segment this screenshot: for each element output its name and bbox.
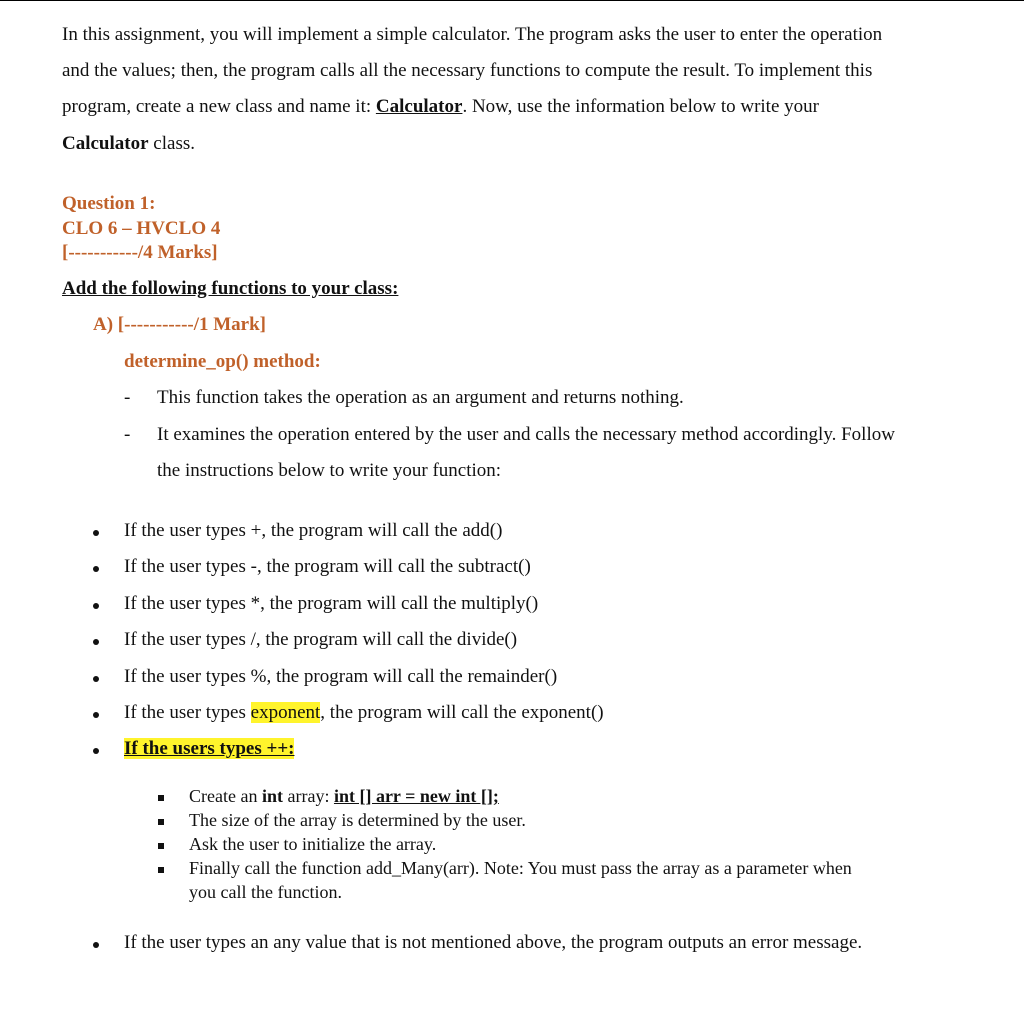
sub-create-mid: array: bbox=[282, 786, 334, 806]
question-marks: [-----------/4 Marks] bbox=[62, 242, 218, 263]
bullet-dot bbox=[93, 639, 99, 645]
intro-line-2: and the values; then, the program calls all the necessary functions to compute the result. To implement this bbox=[62, 60, 873, 81]
question-title: Question 1: bbox=[62, 193, 156, 214]
intro-line-3-post: . Now, use the information below to write your bbox=[462, 96, 819, 117]
sub-final-line-2: you call the function. bbox=[189, 882, 342, 902]
top-rule bbox=[0, 0, 1024, 1]
bullet-dot bbox=[93, 942, 99, 948]
square-bullet bbox=[158, 843, 164, 849]
intro-line-4-post: class. bbox=[148, 133, 195, 154]
sub-create-code: int [] arr = new int []; bbox=[333, 786, 499, 806]
square-bullet bbox=[158, 819, 164, 825]
intro-line-3-pre: program, create a new class and name it: bbox=[62, 96, 376, 117]
bullet-dot bbox=[93, 566, 99, 572]
rule-subtract: If the user types -, the program will call the subtract() bbox=[124, 556, 531, 577]
intro-line-3 bbox=[62, 96, 819, 118]
sub-create-int: int bbox=[261, 786, 283, 806]
rule-multiply: If the user types *, the program will call the multiply() bbox=[124, 593, 539, 614]
rule-exponent-pre: If the user types bbox=[124, 702, 251, 723]
rule-error: If the user types an any value that is not mentioned above, the program outputs an error message. bbox=[124, 932, 863, 953]
sub-size: The size of the array is determined by the user. bbox=[189, 810, 526, 830]
exponent-highlight: exponent bbox=[250, 702, 321, 723]
bullet-dot bbox=[93, 676, 99, 682]
question-clo: CLO 6 – HVCLO 4 bbox=[62, 218, 221, 239]
sub-create-pre: Create an bbox=[189, 786, 262, 806]
bullet-dot bbox=[93, 712, 99, 718]
intro-line-1: In this assignment, you will implement a simple calculator. The program asks the user to enter the operation bbox=[62, 24, 883, 45]
rule-remainder: If the user types %, the program will call the remainder() bbox=[124, 666, 558, 687]
dash-marker-1: - bbox=[124, 387, 131, 408]
rule-exponent bbox=[124, 702, 604, 724]
rule-divide: If the user types /, the program will call the divide() bbox=[124, 629, 518, 650]
bullet-dot bbox=[93, 603, 99, 609]
part-a-label: A) [-----------/1 Mark] bbox=[93, 314, 267, 335]
rule-add: If the user types +, the program will call the add() bbox=[124, 520, 503, 541]
calculator-class-name: Calculator bbox=[375, 96, 463, 117]
intro-line-4 bbox=[62, 133, 195, 155]
dash-item-1: This function takes the operation as an argument and returns nothing. bbox=[157, 387, 684, 408]
bullet-dot bbox=[93, 748, 99, 754]
dash-item-2: It examines the operation entered by the user and calls the necessary method accordingly. Follow bbox=[157, 424, 895, 445]
square-bullet bbox=[158, 867, 164, 873]
rule-plusplus bbox=[124, 738, 294, 760]
sub-init: Ask the user to initialize the array. bbox=[189, 834, 437, 854]
dash-marker-2: - bbox=[124, 424, 131, 445]
sub-create-array bbox=[189, 786, 499, 807]
square-bullet bbox=[158, 795, 164, 801]
plusplus-heading: If the users types ++: bbox=[124, 738, 295, 759]
rule-exponent-post: , the program will call the exponent() bbox=[320, 702, 604, 723]
calculator-class-name-2: Calculator bbox=[62, 133, 149, 154]
bullet-dot bbox=[93, 530, 99, 536]
sub-final-line-1: Finally call the function add_Many(arr). Note: You must pass the array as a parameter when bbox=[189, 858, 852, 878]
add-functions-heading: Add the following functions to your class: bbox=[62, 278, 399, 299]
method-title: determine_op() method: bbox=[124, 351, 321, 372]
dash-item-2-cont: the instructions below to write your function: bbox=[157, 460, 502, 481]
